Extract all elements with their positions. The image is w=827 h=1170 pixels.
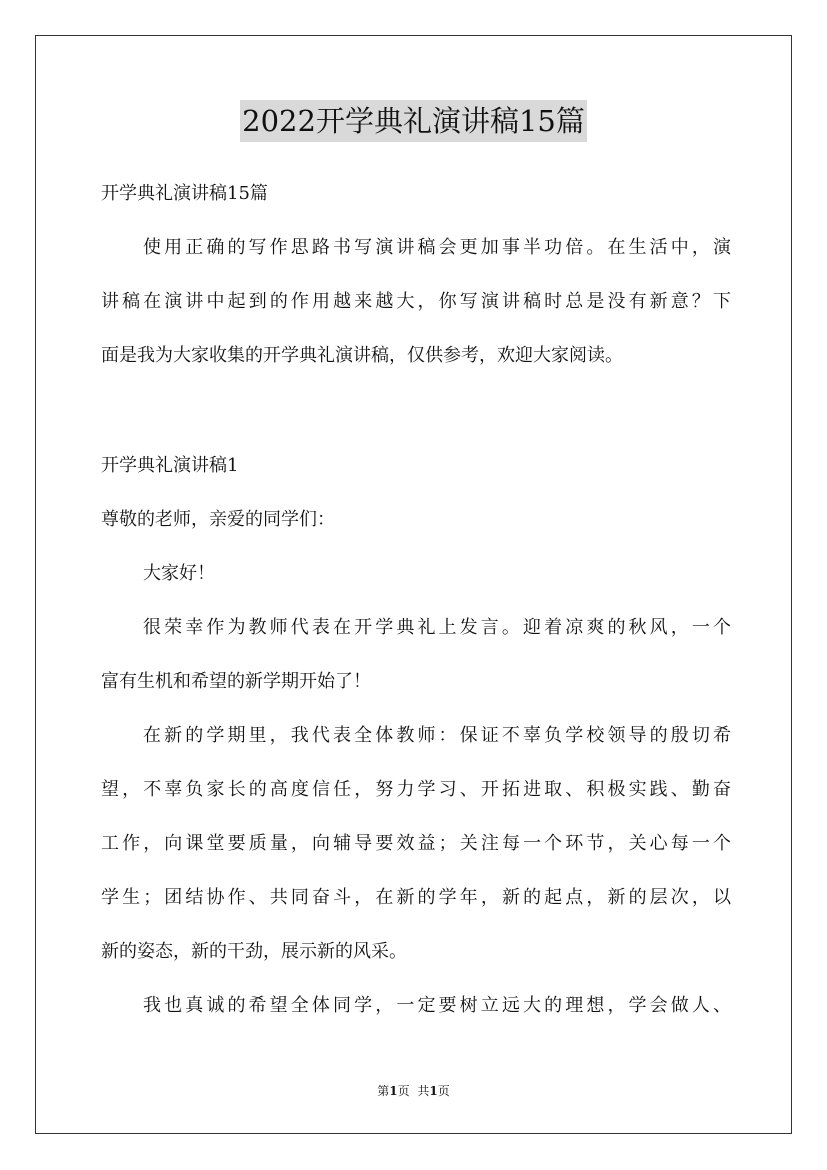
paragraph-line: 望，不辜负家长的高度信任，努力学习、开拓进取、积极实践、勤奋 (101, 779, 731, 800)
paragraph-line: 面是我为大家收集的开学典礼演讲稿，仅供参考，欢迎大家阅读。 (101, 345, 623, 366)
total-suffix: 页 (437, 1084, 450, 1098)
greeting-line: 大家好！ (143, 563, 215, 584)
paragraph-line: 我也真诚的希望全体同学，一定要树立远大的理想，学会做人、 (143, 995, 731, 1016)
page-suffix: 页 (397, 1084, 410, 1098)
document-title: 2022开学典礼演讲稿15篇 (240, 100, 587, 142)
total-number: 1 (429, 1084, 438, 1098)
paragraph-line: 学生；团结协作、共同奋斗，在新的学年，新的起点，新的层次，以 (101, 887, 731, 908)
paragraph-line: 很荣幸作为教师代表在开学典礼上发言。迎着凉爽的秋风，一个 (143, 617, 731, 638)
paragraph-line: 富有生机和希望的新学期开始了！ (101, 671, 371, 692)
section-heading: 开学典礼演讲稿1 (101, 455, 239, 476)
title-container (0, 100, 827, 142)
paragraph-line: 使用正确的写作思路书写演讲稿会更加事半功倍。在生活中，演 (143, 237, 731, 258)
paragraph-line: 工作，向课堂要质量，向辅导要效益；关注每一个环节，关心每一个 (101, 833, 731, 854)
page-number: 1 (389, 1084, 398, 1098)
page-prefix: 第 (377, 1084, 390, 1098)
paragraph-line: 讲稿在演讲中起到的作用越来越大，你写演讲稿时总是没有新意？下 (101, 291, 731, 312)
subtitle-line: 开学典礼演讲稿15篇 (101, 183, 268, 204)
salutation-line: 尊敬的老师，亲爱的同学们： (101, 509, 335, 530)
page-footer (0, 1083, 827, 1099)
total-prefix: 共 (417, 1084, 430, 1098)
paragraph-line: 新的姿态，新的干劲，展示新的风采。 (101, 941, 407, 962)
paragraph-line: 在新的学期里，我代表全体教师：保证不辜负学校领导的殷切希 (143, 725, 731, 746)
